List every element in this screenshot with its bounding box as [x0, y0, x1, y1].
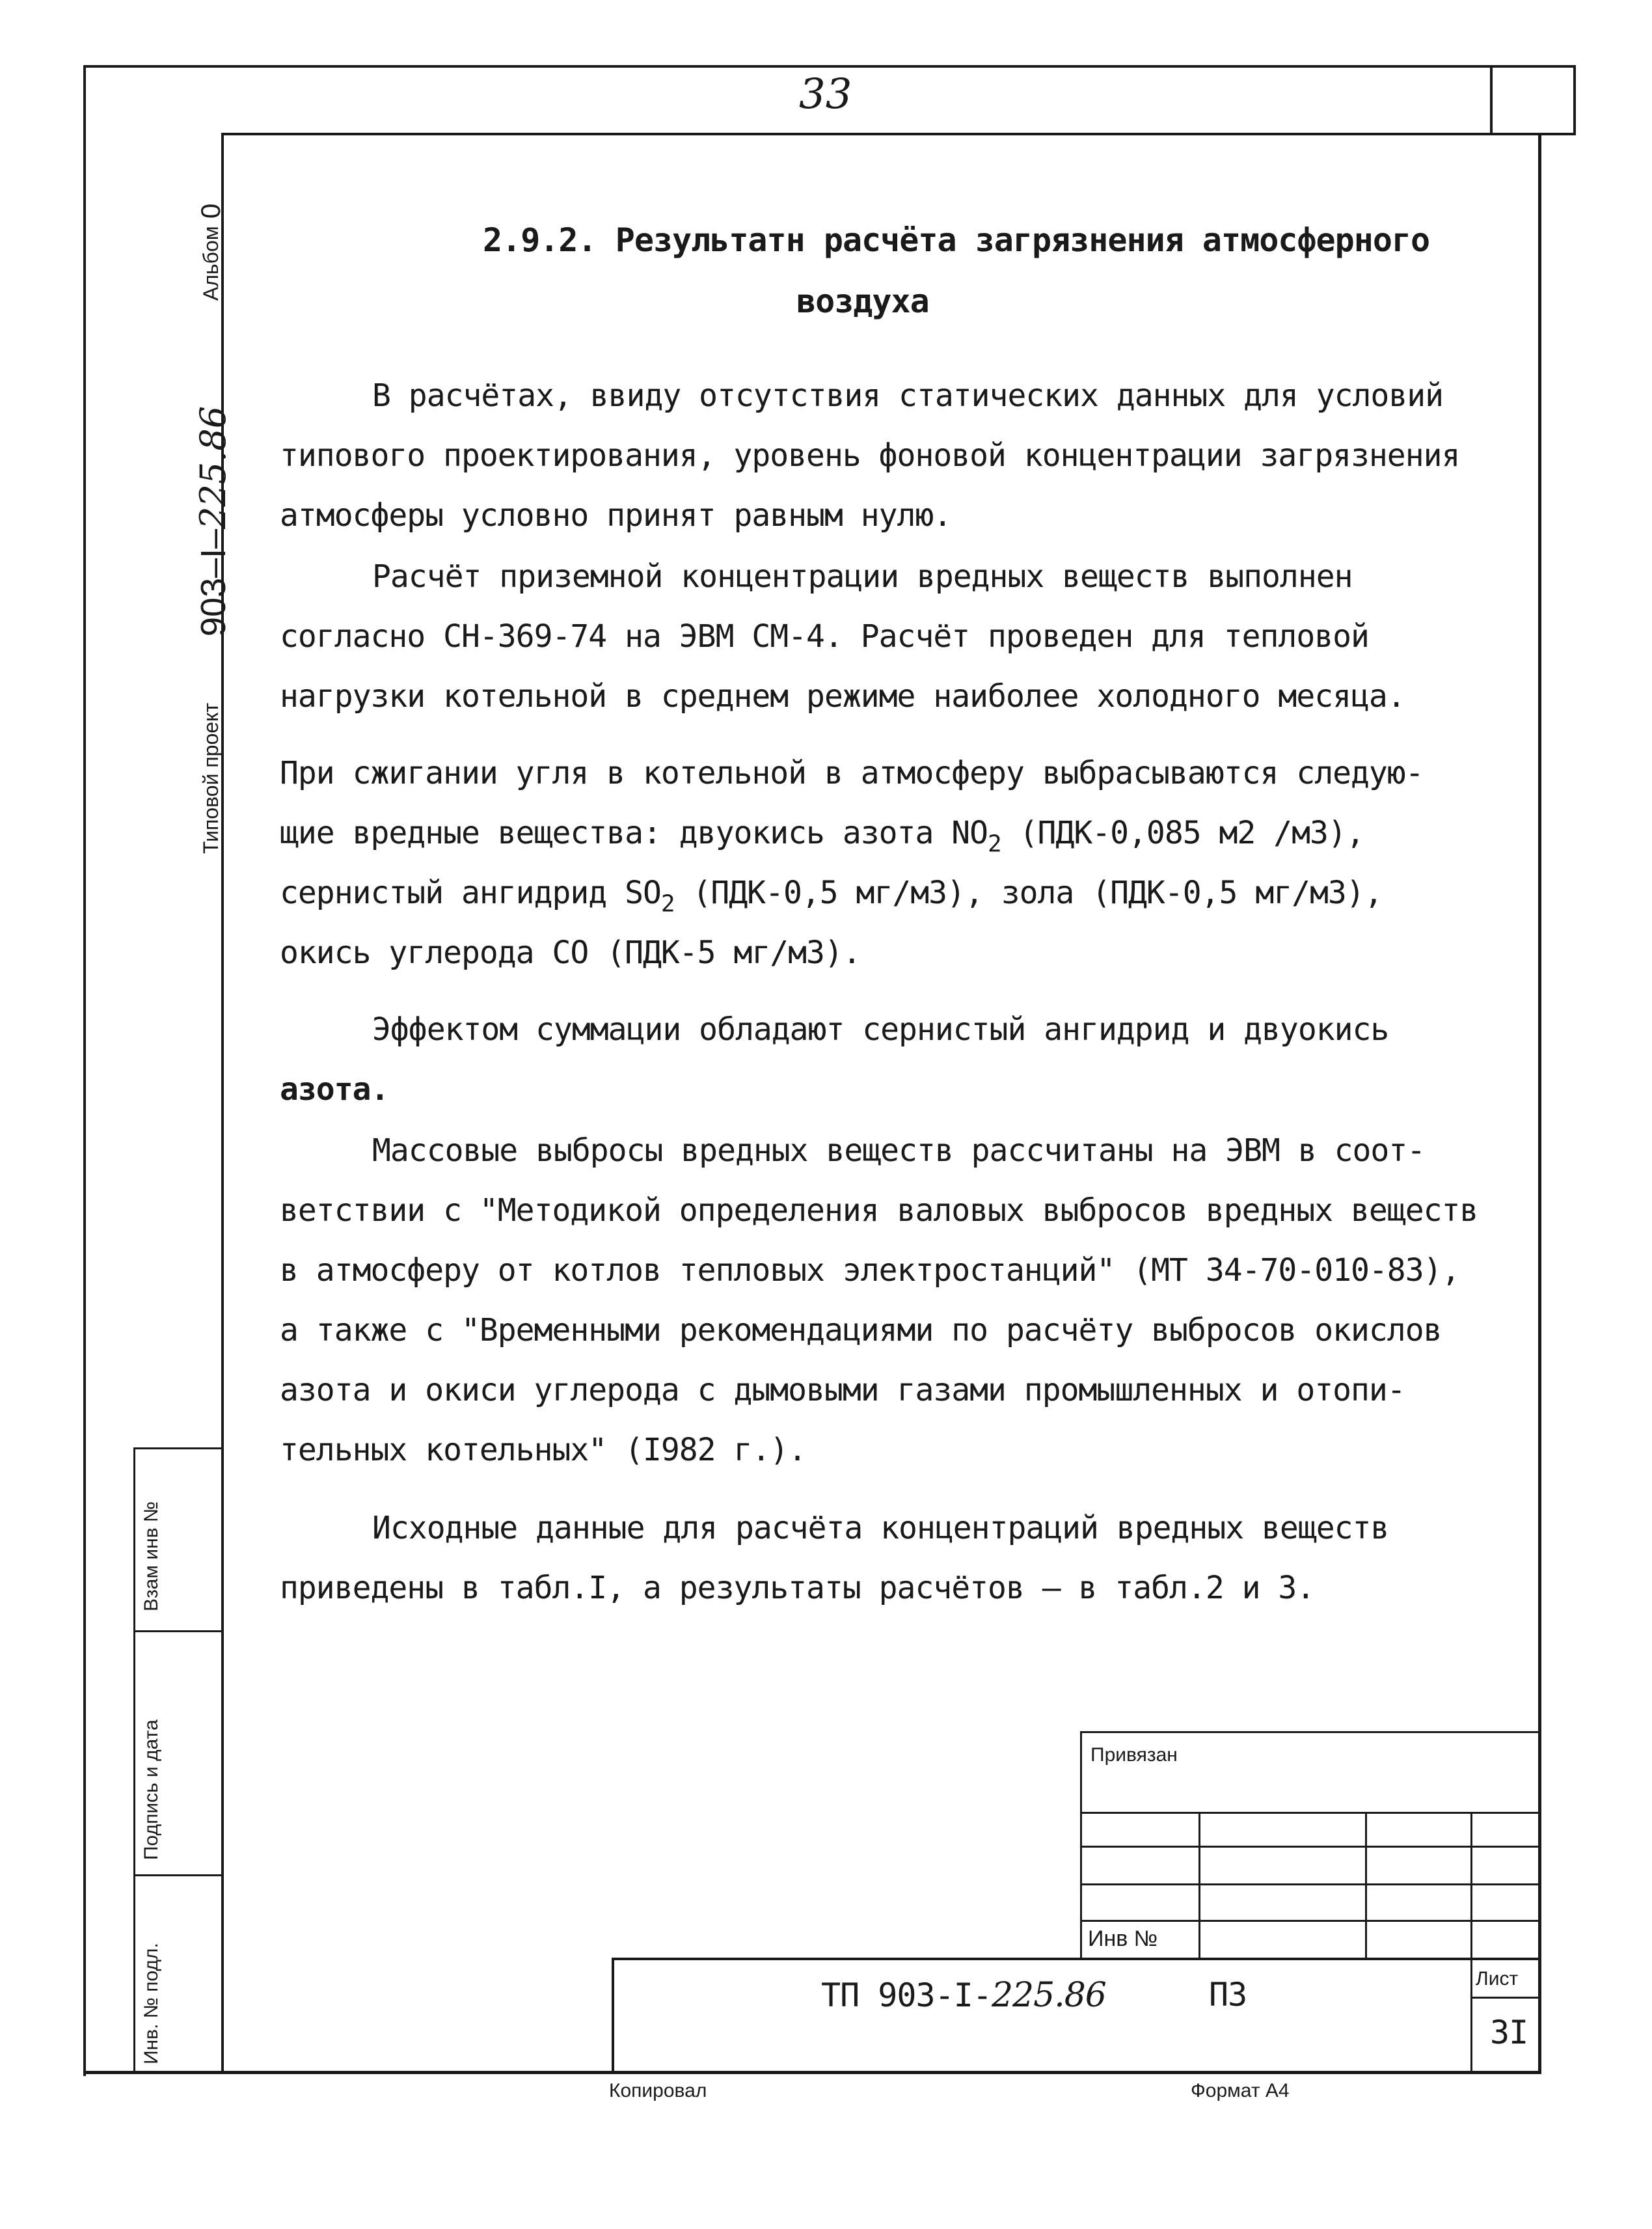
paragraph-6-line-2: приведены в табл.I, а результаты расчётов – в табл.2 и 3.	[280, 1570, 1315, 1606]
binding-table-col-3	[1470, 1812, 1472, 1959]
formula-nitrogen-dioxide: NO	[951, 815, 988, 851]
paragraph-3-line-4: окись углерода СО (ПДК-5 мг/м3).	[280, 935, 861, 971]
project-code-handwritten: 225.86	[193, 405, 234, 529]
binding-table-col-2	[1365, 1812, 1367, 1959]
side-strip-divider	[133, 1447, 135, 2073]
stamp-field-original-inv: Инв. № подл.	[141, 1943, 162, 2064]
paragraph-4-line-2: азота.	[280, 1071, 389, 1108]
document-type: ПЗ	[1209, 1976, 1247, 2014]
document-code-handwritten: 225.86	[991, 1976, 1106, 2015]
binding-table-top	[1080, 1731, 1541, 1733]
document-code-printed: ТП 903-I-	[821, 1976, 992, 2014]
paragraph-5-line-6: тельных котельных" (I982 г.).	[280, 1432, 807, 1468]
paragraph-1-line-3: атмосферы условно принят равным нулю.	[280, 497, 952, 534]
outer-frame-left	[83, 65, 86, 2076]
sheet-cell-left	[1470, 1958, 1472, 2073]
album-number: 0	[195, 203, 226, 219]
paragraph-5-line-4: а также с "Временными рекомендациями по расчёту выбросов окислов	[280, 1312, 1442, 1348]
copied-label: Копировал	[609, 2080, 707, 2101]
paragraph-2-line-3: нагрузки котельной в среднем режиме наиболее холодного месяца.	[280, 678, 1405, 715]
document-code	[821, 1976, 1106, 2015]
paragraph-1-line-1: В расчётах, ввиду отсутствия статических данных для условий	[372, 377, 1444, 414]
sheet-label: Лист	[1476, 1968, 1519, 1990]
formula-sulfur-dioxide-subscript: 2	[660, 890, 675, 918]
album-label: Альбом	[199, 226, 223, 301]
page-number-handwritten: 33	[799, 70, 852, 118]
paragraph-5-line-2: ветствии с "Методикой определения валовых выбросов вредных веществ	[280, 1192, 1478, 1229]
binding-table-left	[1080, 1731, 1082, 1959]
paragraph-3-line-1: При сжигании угля в котельной в атмосферу выбрасываются следую-	[280, 755, 1424, 791]
stamp-field-signature-date: Подпись и дата	[141, 1719, 162, 1860]
section-heading-line1: 2.9.2. Результатн расчёта загрязнения атмосферного	[483, 221, 1430, 259]
project-label: Типовой проект	[199, 702, 223, 854]
side-strip-top	[133, 1447, 223, 1449]
formula-sulfur-dioxide: SO	[625, 875, 661, 911]
side-strip-sep-2	[133, 1874, 223, 1876]
p3-line2-text-pre: щие вредные вещества: двуокись азота	[280, 815, 952, 851]
sheet-cell-divider	[1470, 1997, 1541, 1999]
privyazan-label: Привязан	[1090, 1744, 1178, 1766]
binding-table-col-1	[1198, 1812, 1200, 1959]
paragraph-3-line-2	[280, 815, 1364, 858]
title-row-top	[612, 1958, 1541, 1960]
paragraph-6-line-1: Исходные данные для расчёта концентраций вредных веществ	[372, 1510, 1389, 1546]
paragraph-5-line-3: в атмосферу от котлов тепловых электростанций" (МТ 34-70-010-83),	[280, 1252, 1460, 1289]
p3-line2-text-post: (ПДК-0,085 м2 /м3),	[1001, 815, 1364, 851]
project-code	[193, 406, 234, 636]
inner-frame-right	[1538, 133, 1541, 2073]
inner-frame-top	[221, 133, 1576, 135]
outer-frame-top	[83, 65, 1576, 68]
paragraph-2-line-2: согласно СН-369-74 на ЭВМ СМ-4. Расчёт проведен для тепловой	[280, 618, 1369, 655]
paragraph-5-line-1: Массовые выбросы вредных веществ рассчитаны на ЭВМ в соот-	[372, 1132, 1426, 1169]
paragraph-4-line-1: Эффектом суммации обладают сернистый ангидрид и двуокись	[372, 1011, 1389, 1048]
paragraph-1-line-2: типового проектирования, уровень фоновой концентрации загрязнения	[280, 437, 1460, 474]
page-number-box-left	[1490, 65, 1493, 135]
side-strip-sep-1	[133, 1630, 223, 1632]
p3-line3-text-pre: сернистый ангидрид	[280, 875, 625, 911]
p3-line3-text-post: (ПДК-0,5 мг/м3), зола (ПДК-0,5 мг/м3),	[674, 875, 1383, 911]
inventory-number-label: Инв №	[1088, 1926, 1158, 1951]
paragraph-5-line-5: азота и окиси углерода с дымовыми газами промышленных и отопи-	[280, 1372, 1405, 1408]
stamp-field-replacement-inv: Взам инв №	[141, 1501, 162, 1611]
outer-frame-right	[1573, 65, 1576, 135]
title-row-left	[612, 1958, 614, 2073]
format-label: Формат А4	[1191, 2080, 1290, 2101]
section-heading-line2: воздуха	[796, 282, 929, 320]
sheet-number: 3I	[1490, 2014, 1528, 2051]
project-code-printed: 903–I–	[194, 528, 233, 636]
formula-nitrogen-dioxide-subscript: 2	[988, 830, 1001, 858]
paragraph-3-line-3	[280, 875, 1383, 918]
inner-frame-bottom	[83, 2071, 1541, 2074]
paragraph-2-line-1: Расчёт приземной концентрации вредных веществ выполнен	[372, 558, 1353, 595]
